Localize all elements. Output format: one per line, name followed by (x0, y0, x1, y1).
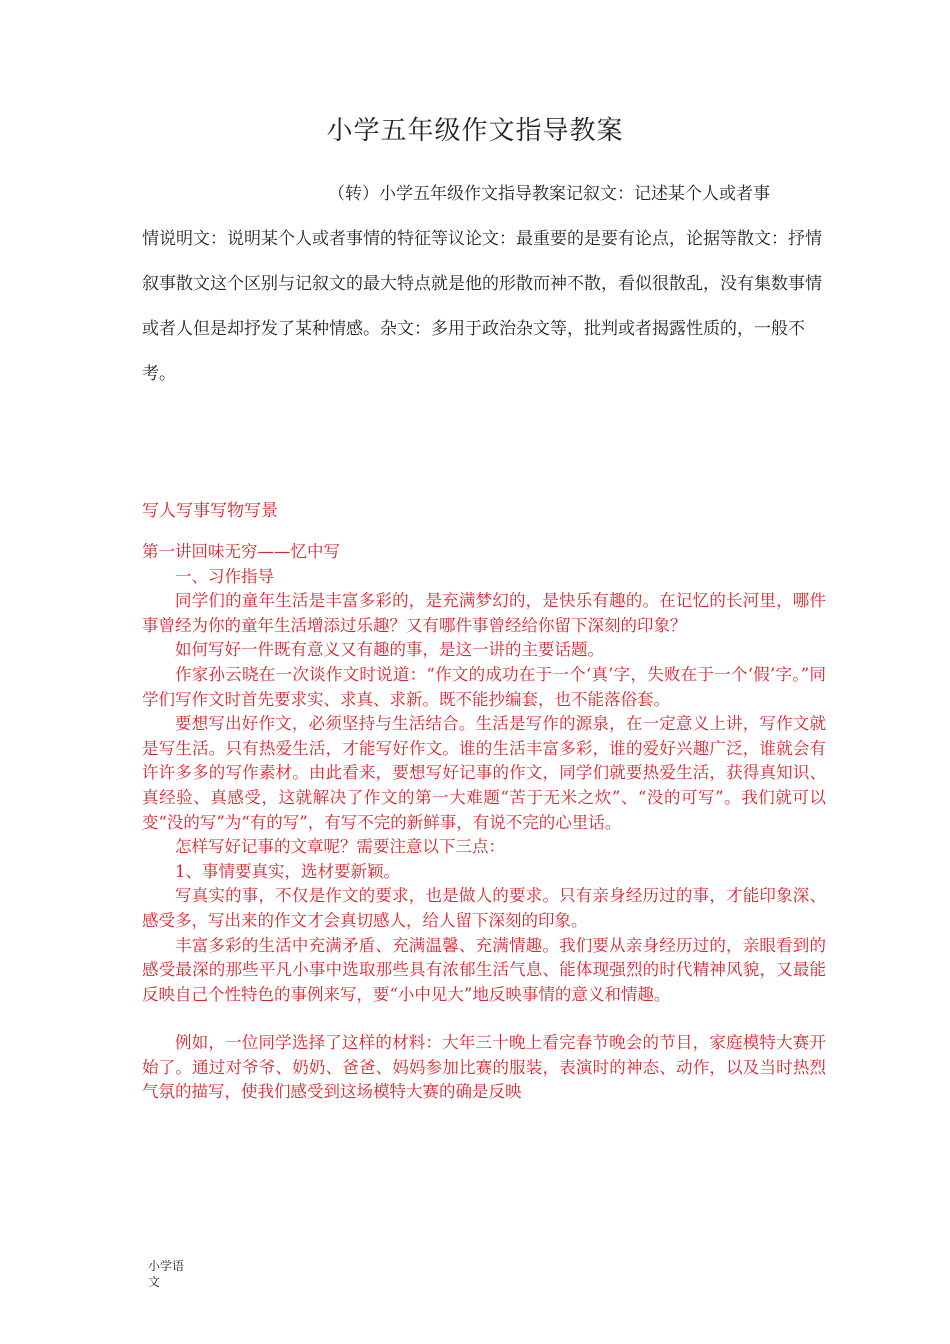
lesson-body (142, 540, 826, 1105)
lesson-paragraph: 例如，一位同学选择了这样的材料：大年三十晚上看完春节晚会的节目，家庭模特大赛开始了。通过对爷爷、奶奶、爸爸、妈妈参加比赛的服装，表演时的神态、动作，以及当时热烈气氛的描写，使我们感受到这场模特大赛的确是反映 (142, 1033, 826, 1102)
intro-first-line: （转）小学五年级作文指导教案记叙文：记述某个人或者事 (328, 184, 770, 204)
lesson-subheading: 一、习作指导 (175, 566, 274, 586)
lesson-paragraph: 丰富多彩的生活中充满矛盾、充满温馨、充满情趣。我们要从亲身经历过的，亲眼看到的感受最深的那些平凡小事中选取那些具有浓郁生活气息、能体现强烈的时代精神风貌，又最能反映自己个性特色的事例来写，要“小中见大”地反映事情的意义和情趣。 (142, 935, 826, 1004)
lesson-paragraph: 同学们的童年生活是丰富多彩的，是充满梦幻的，是快乐有趣的。在记忆的长河里，哪件事曾经为你的童年生活增添过乐趣？又有哪件事曾经给你留下深刻的印象？ (142, 591, 826, 635)
lesson-paragraph: 怎样写好记事的文章呢？需要注意以下三点： (175, 837, 505, 857)
footer-label: 小学语文 (148, 1259, 185, 1289)
intro-paragraph (142, 172, 822, 397)
page-title: 小学五年级作文指导教案 (326, 116, 624, 146)
lesson-paragraph: 如何写好一件既有意义又有趣的事，是这一讲的主要话题。 (175, 640, 604, 660)
section-heading: 写人写事写物写景 (142, 501, 278, 521)
lesson-point-heading: 1、事情要真实，选材要新颖。 (175, 861, 400, 881)
lesson-paragraph: 要想写出好作文，必须坚持与生活结合。生活是写作的源泉，在一定意义上讲，写作文就是写生活。只有热爱生活，才能写好作文。谁的生活丰富多彩，谁的爱好兴趣广泛，谁就会有许许多多的写作素材。由此看来，要想写好记事的作文，同学们就要热爱生活，获得真知识、真经验、真感受，这就解决了作文的第一大难题“苦于无米之炊”、“没的可写”。我们就可以变“没的写”为“有的写”，有写不完的新鲜事，有说不完的心里话。 (142, 714, 826, 832)
intro-body: 情说明文：说明某个人或者事情的特征等议论文：最重要的是要有论点，论据等散文：抒情叙事散文这个区别与记叙文的最大特点就是他的形散而神不散，看似很散乱，没有集数事情或者人但是却抒发了某种情感。杂文：多用于政治杂文等，批判或者揭露性质的，一般不考。 (142, 229, 822, 384)
lesson-heading: 第一讲回味无穷——忆中写 (142, 542, 340, 561)
lesson-paragraph: 作家孙云晓在一次谈作文时说道：“作文的成功在于一个‘真’字，失败在于一个‘假’字。”同学们写作文时首先要求实、求真、求新。既不能抄编套，也不能落俗套。 (142, 664, 826, 709)
lesson-paragraph: 写真实的事，不仅是作文的要求，也是做人的要求。只有亲身经历过的事，才能印象深、感受多，写出来的作文才会真切感人，给人留下深刻的印象。 (142, 886, 826, 930)
